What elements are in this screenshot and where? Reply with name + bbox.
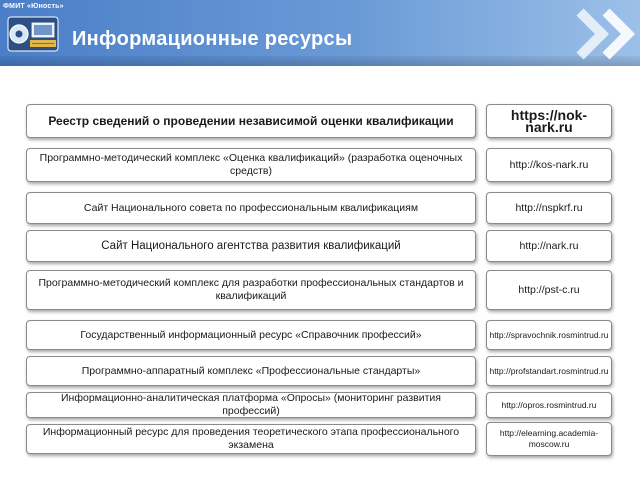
resource-name-text: Государственный информационный ресурс «Справочник профессий»	[80, 328, 422, 341]
resource-link-nspkrf[interactable]	[486, 192, 612, 224]
resource-name-professional-standards-complex	[26, 356, 476, 386]
resource-name-assessment-complex	[26, 148, 476, 182]
resource-name-national-council-site	[26, 192, 476, 224]
slide-header	[0, 0, 640, 66]
resource-name-text: Программно-методический комплекс «Оценка квалификаций» (разработка оценочных средств)	[39, 152, 463, 177]
resource-link-text: http://profstandart.rosmintrud.ru	[489, 365, 609, 376]
resource-link-text: http://kos-nark.ru	[509, 159, 589, 171]
resource-link-pst-c[interactable]	[486, 270, 612, 310]
resource-link-text: http://opros.rosmintrud.ru	[501, 399, 597, 410]
resource-name-text: Программно-методический комплекс для разработки профессиональных стандартов и квалификаций	[38, 277, 464, 302]
resource-name-text: Сайт Национального совета по профессиональным квалификациям	[83, 201, 419, 214]
resource-name-text: Информационный ресурс для проведения теоретического этапа профессионального экзамена	[42, 426, 460, 451]
college-logo-icon	[6, 3, 60, 53]
resource-link-nark[interactable]	[486, 230, 612, 262]
resource-link-text: http://pst-c.ru	[518, 284, 580, 296]
resource-link-opros[interactable]	[486, 392, 612, 418]
resource-link-profstandart[interactable]	[486, 356, 612, 386]
logo-caption: ФМИТ «Юность»	[3, 3, 64, 10]
resource-link-text: http://nspkrf.ru	[515, 202, 583, 214]
resource-link-elearning[interactable]	[486, 422, 612, 456]
resource-name-surveys-platform	[26, 392, 476, 418]
resource-name-standards-complex	[26, 270, 476, 310]
resource-name-text: Реестр сведений о проведении независимой оценки квалификации	[48, 113, 454, 128]
resource-link-text: http://elearning.academia-moscow.ru	[499, 428, 599, 449]
header-shadow	[0, 56, 640, 66]
resource-link-nok-nark[interactable]	[486, 104, 612, 138]
resource-name-theory-exam-resource	[26, 424, 476, 454]
resource-name-professions-directory	[26, 320, 476, 350]
resource-name-national-agency-site	[26, 230, 476, 262]
resource-link-text: https://nok-nark.ru	[510, 107, 588, 135]
resource-link-kos-nark[interactable]	[486, 148, 612, 182]
resource-name-text: Сайт Национального агентства развития квалификаций	[101, 239, 401, 252]
resource-name-nok-registry	[26, 104, 476, 138]
resource-name-text: Информационно-аналитическая платформа «Опросы» (мониторинг развития профессий)	[61, 392, 441, 417]
chevrons-right-icon	[566, 6, 640, 62]
resource-link-spravochnik[interactable]	[486, 320, 612, 350]
resource-link-text: http://spravochnik.rosmintrud.ru	[489, 329, 609, 340]
page-title: Информационные ресурсы	[72, 28, 353, 50]
resource-name-text: Программно-аппаратный комплекс «Профессиональные стандарты»	[81, 364, 421, 377]
resource-link-text: http://nark.ru	[519, 240, 579, 252]
